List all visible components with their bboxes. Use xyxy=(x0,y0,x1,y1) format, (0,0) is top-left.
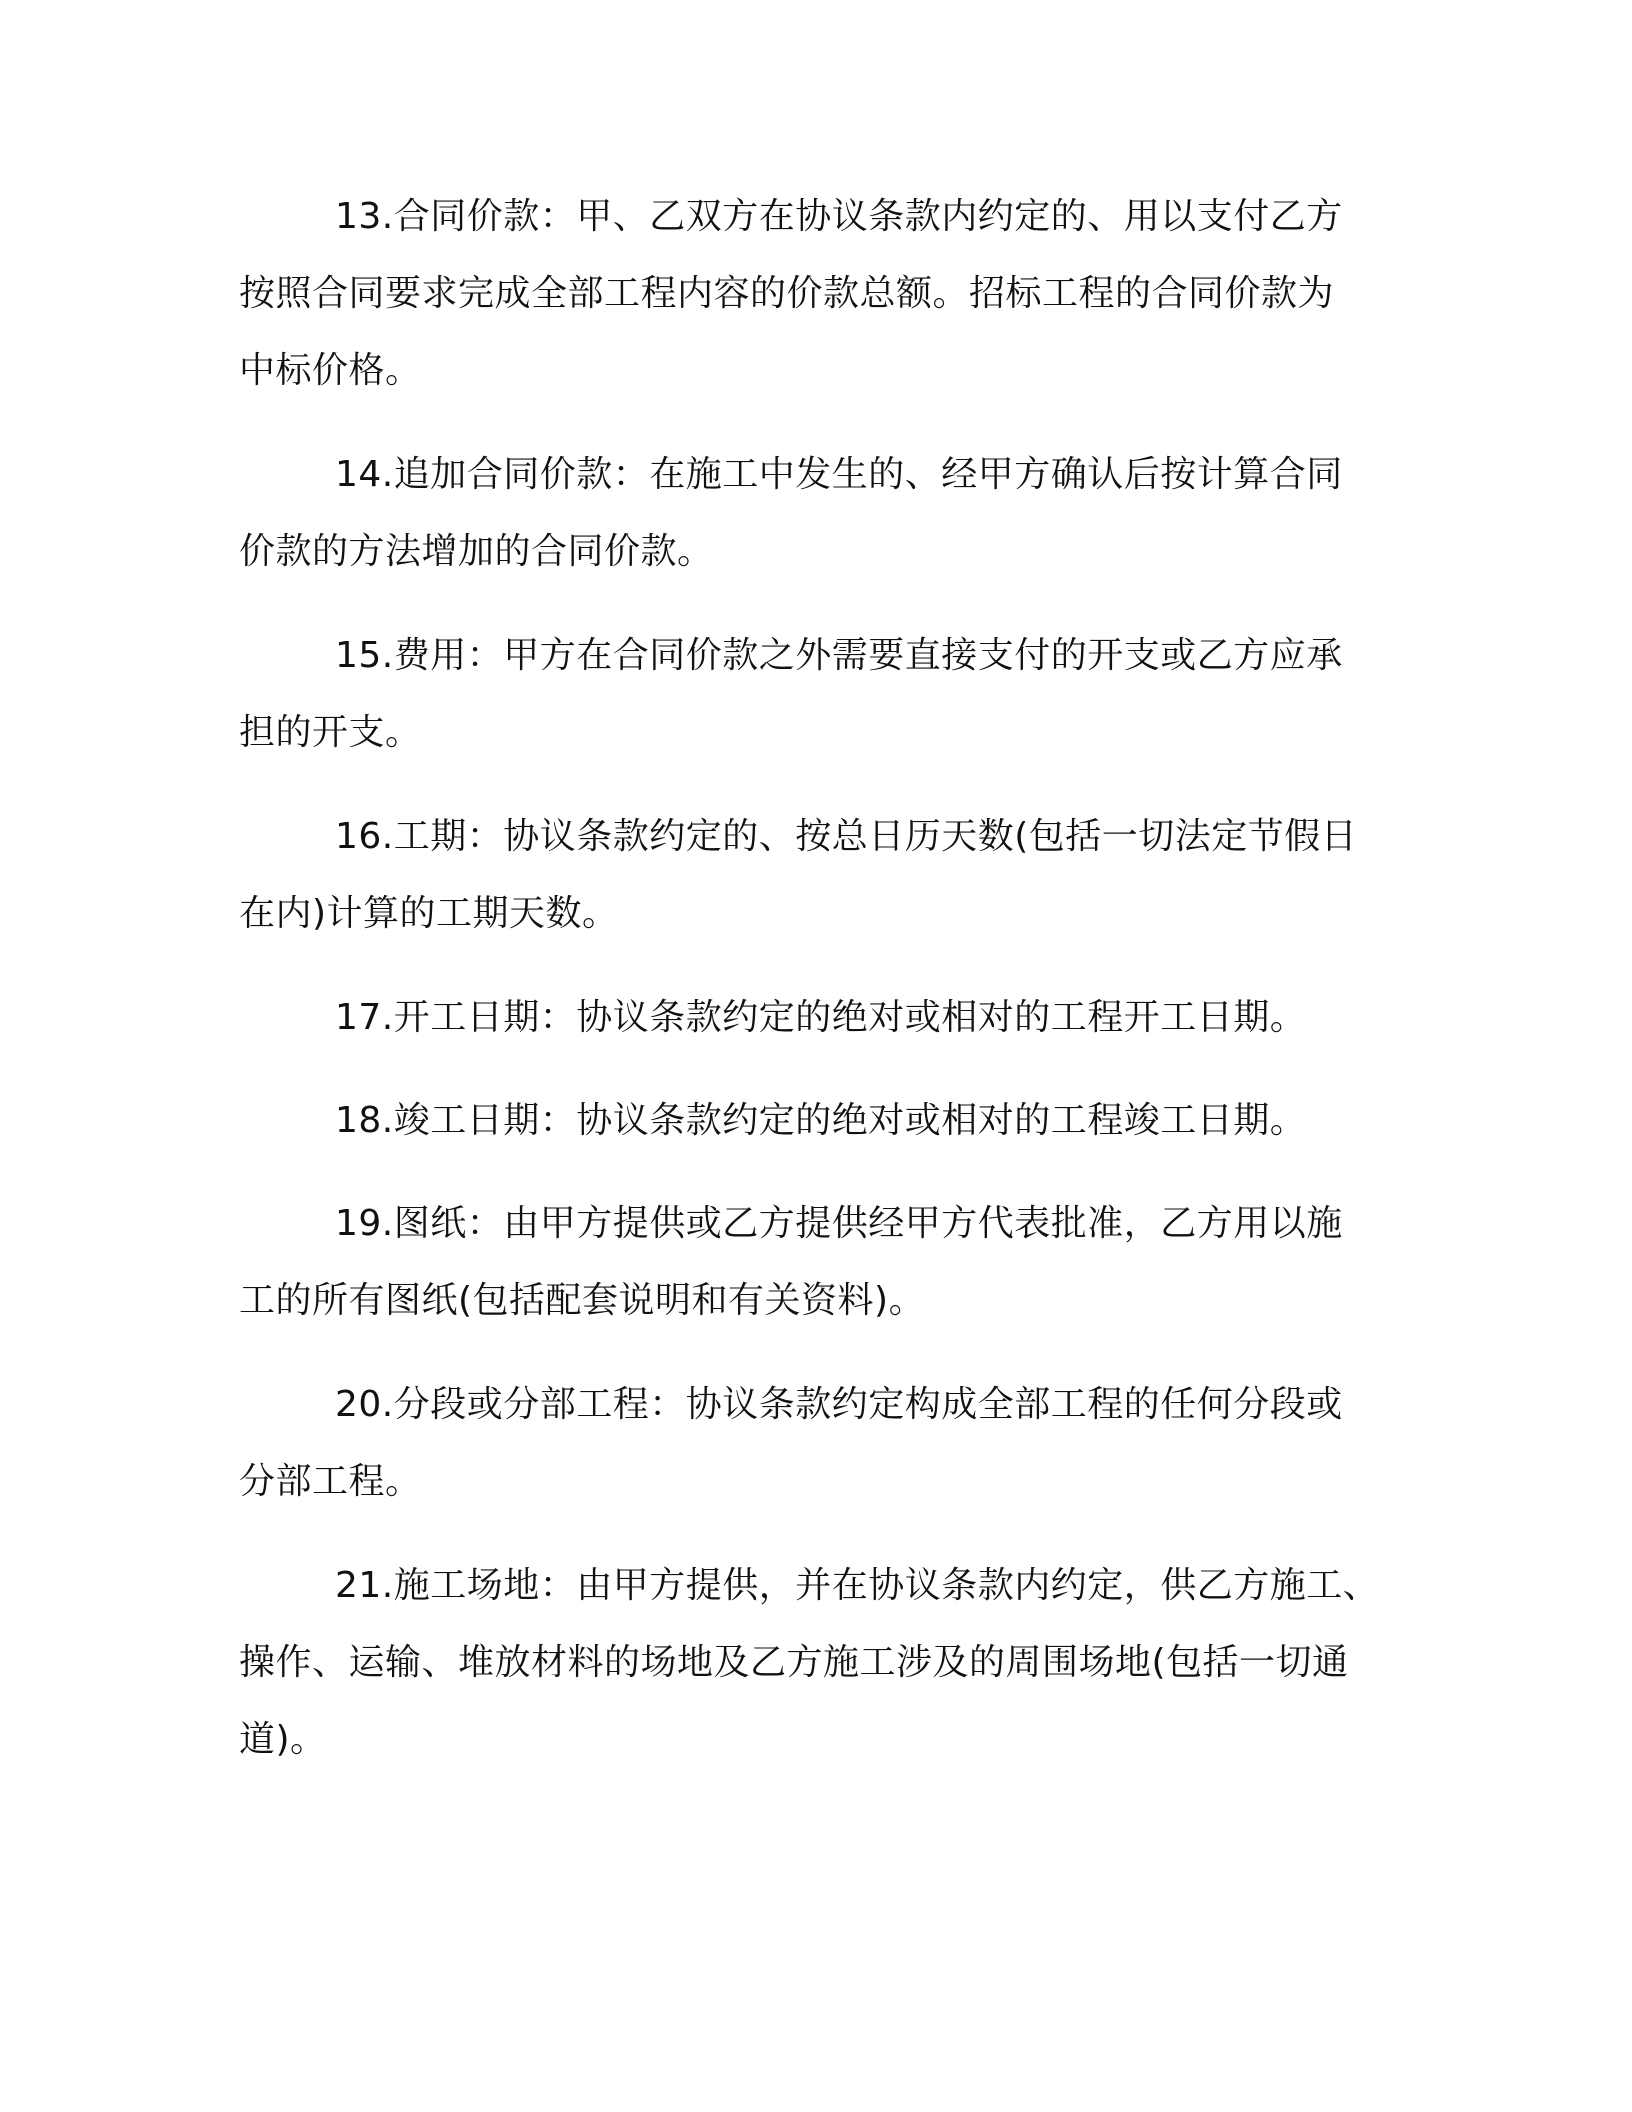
clause-13 xyxy=(239,178,1389,409)
clause-line: 21.施工场地：由甲方提供，并在协议条款内约定，供乙方施工、 xyxy=(335,1565,1380,1606)
clause-19 xyxy=(239,1185,1389,1339)
clause-line: 20.分段或分部工程：协议条款约定构成全部工程的任何分段或 xyxy=(335,1384,1343,1425)
clause-line: 16.工期：协议条款约定的、按总日历天数(包括一切法定节假日 xyxy=(335,816,1358,857)
clause-line: 在内)计算的工期天数。 xyxy=(239,893,619,934)
clause-line: 14.追加合同价款：在施工中发生的、经甲方确认后按计算合同 xyxy=(335,454,1343,495)
clause-line: 工的所有图纸(包括配套说明和有关资料)。 xyxy=(239,1280,926,1321)
clause-21 xyxy=(239,1547,1389,1778)
clause-16 xyxy=(239,798,1389,952)
clause-line: 18.竣工日期：协议条款约定的绝对或相对的工程竣工日期。 xyxy=(335,1100,1307,1141)
clause-line: 15.费用：甲方在合同价款之外需要直接支付的开支或乙方应承 xyxy=(335,635,1343,676)
clause-line: 13.合同价款：甲、乙双方在协议条款内约定的、用以支付乙方 xyxy=(335,196,1343,237)
clause-17 xyxy=(239,979,1389,1056)
clause-line: 价款的方法增加的合同价款。 xyxy=(239,531,714,572)
clause-line: 中标价格。 xyxy=(239,350,422,391)
clause-line: 道)。 xyxy=(239,1719,327,1760)
clause-14 xyxy=(239,436,1389,590)
clause-15 xyxy=(239,617,1389,771)
clause-line: 操作、运输、堆放材料的场地及乙方施工涉及的周围场地(包括一切通 xyxy=(239,1642,1349,1683)
clause-line: 分部工程。 xyxy=(239,1461,422,1502)
clause-line: 17.开工日期：协议条款约定的绝对或相对的工程开工日期。 xyxy=(335,997,1307,1038)
clause-line: 按照合同要求完成全部工程内容的价款总额。招标工程的合同价款为 xyxy=(239,273,1335,314)
clause-line: 担的开支。 xyxy=(239,712,422,753)
clause-20 xyxy=(239,1366,1389,1520)
clause-line: 19.图纸：由甲方提供或乙方提供经甲方代表批准，乙方用以施 xyxy=(335,1203,1343,1244)
clause-18 xyxy=(239,1082,1389,1159)
